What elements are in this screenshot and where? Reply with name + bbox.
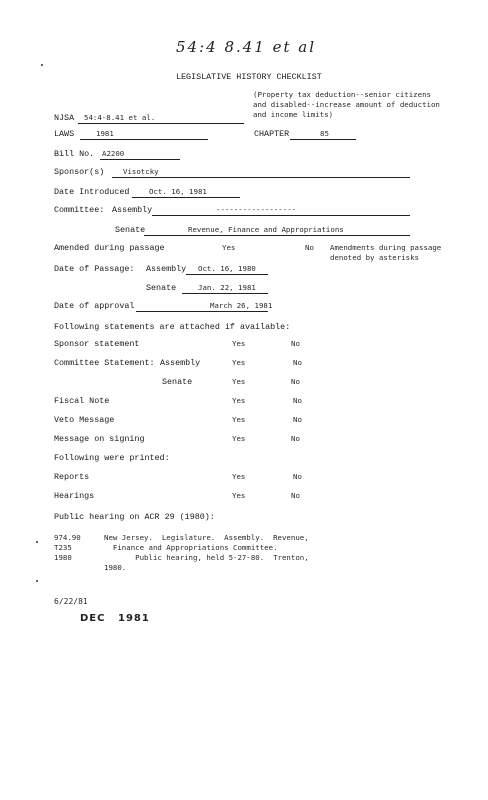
document-title: LEGISLATIVE HISTORY CHECKLIST xyxy=(176,72,322,82)
summary-line-1: (Property tax deduction--senior citizens xyxy=(253,90,431,99)
citation-line-2: Finance and Appropriations Committee. xyxy=(104,543,278,552)
committee-statement-assembly-yes: Yes xyxy=(232,358,246,367)
committee-statement-senate-yes: Yes xyxy=(232,377,246,386)
njsa-value: 54:4-8.41 et al. xyxy=(84,113,156,122)
passage-label: Date of Passage: xyxy=(54,264,135,274)
message-on-signing-label: Message on signing xyxy=(54,434,145,444)
amended-no: No xyxy=(305,243,314,252)
laws-underline xyxy=(80,139,208,140)
received-stamp-year: 1981 xyxy=(118,613,150,624)
committee-assembly-value: ------------------ xyxy=(216,205,297,214)
public-hearing-note: Public hearing on ACR 29 (1980): xyxy=(54,512,215,522)
date-introduced-underline xyxy=(132,197,240,198)
passage-assembly-label: Assembly xyxy=(146,264,187,274)
laws-value: 1981 xyxy=(96,129,114,138)
amended-note-2: denoted by asterisks xyxy=(330,253,419,262)
citation-line-3: Public hearing, held 5-27-80. Trenton, xyxy=(104,553,309,562)
committee-assembly-underline xyxy=(152,215,410,216)
sponsor-statement-yes: Yes xyxy=(232,339,246,348)
scan-speck xyxy=(36,580,38,582)
hearings-label: Hearings xyxy=(54,491,95,501)
sponsor-statement-no: No xyxy=(291,339,300,348)
veto-message-label: Veto Message xyxy=(54,415,115,425)
veto-message-no: No xyxy=(293,415,302,424)
sponsor-statement-label: Sponsor statement xyxy=(54,339,140,349)
amended-label: Amended during passage xyxy=(54,243,165,253)
call-number-2: T235 xyxy=(54,543,72,552)
message-on-signing-yes: Yes xyxy=(232,434,246,443)
committee-statement-assembly-label: Assembly xyxy=(160,358,201,368)
laws-label: LAWS xyxy=(54,129,75,139)
reports-yes: Yes xyxy=(232,472,246,481)
njsa-underline xyxy=(78,123,244,124)
amended-note-1: Amendments during passage xyxy=(330,243,442,252)
chapter-value: 85 xyxy=(320,129,329,138)
reports-no: No xyxy=(293,472,302,481)
scan-speck xyxy=(41,64,43,66)
citation-line-4: 1980. xyxy=(104,563,127,572)
footer-date: 6/22/81 xyxy=(54,597,88,606)
bill-no-label: Bill No. xyxy=(54,149,95,159)
committee-senate-label: Senate xyxy=(115,225,146,235)
amended-yes: Yes xyxy=(222,243,236,252)
committee-statement-assembly-no: No xyxy=(293,358,302,367)
committee-statement-label: Committee Statement: xyxy=(54,358,155,368)
passage-assembly-underline xyxy=(186,274,268,275)
received-stamp-month: DEC xyxy=(80,613,106,624)
veto-message-yes: Yes xyxy=(232,415,246,424)
summary-line-3: and income limits) xyxy=(253,110,334,119)
hearings-yes: Yes xyxy=(232,491,246,500)
committee-statement-senate-no: No xyxy=(291,377,300,386)
approval-underline xyxy=(136,311,268,312)
message-on-signing-no: No xyxy=(291,434,300,443)
njsa-label: NJSA xyxy=(54,113,75,123)
passage-senate-value: Jan. 22, 1981 xyxy=(198,283,256,292)
committee-assembly-label: Assembly xyxy=(112,205,153,215)
approval-label: Date of approval xyxy=(54,301,135,311)
sponsor-label: Sponsor(s) xyxy=(54,167,105,177)
committee-senate-value: Revenue, Finance and Appropriations xyxy=(188,225,344,234)
printed-heading: Following were printed: xyxy=(54,453,170,463)
approval-value: March 26, 1981 xyxy=(210,301,273,310)
fiscal-note-yes: Yes xyxy=(232,396,246,405)
passage-assembly-value: Oct. 16, 1980 xyxy=(198,264,256,273)
fiscal-note-label: Fiscal Note xyxy=(54,396,110,406)
date-introduced-label: Date Introduced xyxy=(54,187,130,197)
bill-no-underline xyxy=(100,159,180,160)
bill-no-value: A2200 xyxy=(102,149,125,158)
hearings-no: No xyxy=(291,491,300,500)
call-number-3: 1980 xyxy=(54,553,72,562)
committee-statement-senate-label: Senate xyxy=(162,377,193,387)
date-introduced-value: Oct. 16, 1981 xyxy=(149,187,207,196)
passage-senate-label: Senate xyxy=(146,283,177,293)
passage-senate-underline xyxy=(182,293,268,294)
fiscal-note-no: No xyxy=(293,396,302,405)
scan-speck xyxy=(36,541,38,543)
chapter-label: CHAPTER xyxy=(254,129,290,139)
statements-heading: Following statements are attached if available: xyxy=(54,322,291,332)
reports-label: Reports xyxy=(54,472,90,482)
sponsor-value: Visotcky xyxy=(123,167,159,176)
chapter-underline xyxy=(290,139,356,140)
committee-senate-underline xyxy=(144,235,410,236)
committee-label: Committee: xyxy=(54,205,105,215)
handwritten-reference: 54:4 8.41 et al xyxy=(176,38,317,56)
sponsor-underline xyxy=(112,177,410,178)
citation-line-1: New Jersey. Legislature. Assembly. Revenue, xyxy=(104,533,309,542)
summary-line-2: and disabled--increase amount of deduction xyxy=(253,100,440,109)
call-number-1: 974.90 xyxy=(54,533,81,542)
